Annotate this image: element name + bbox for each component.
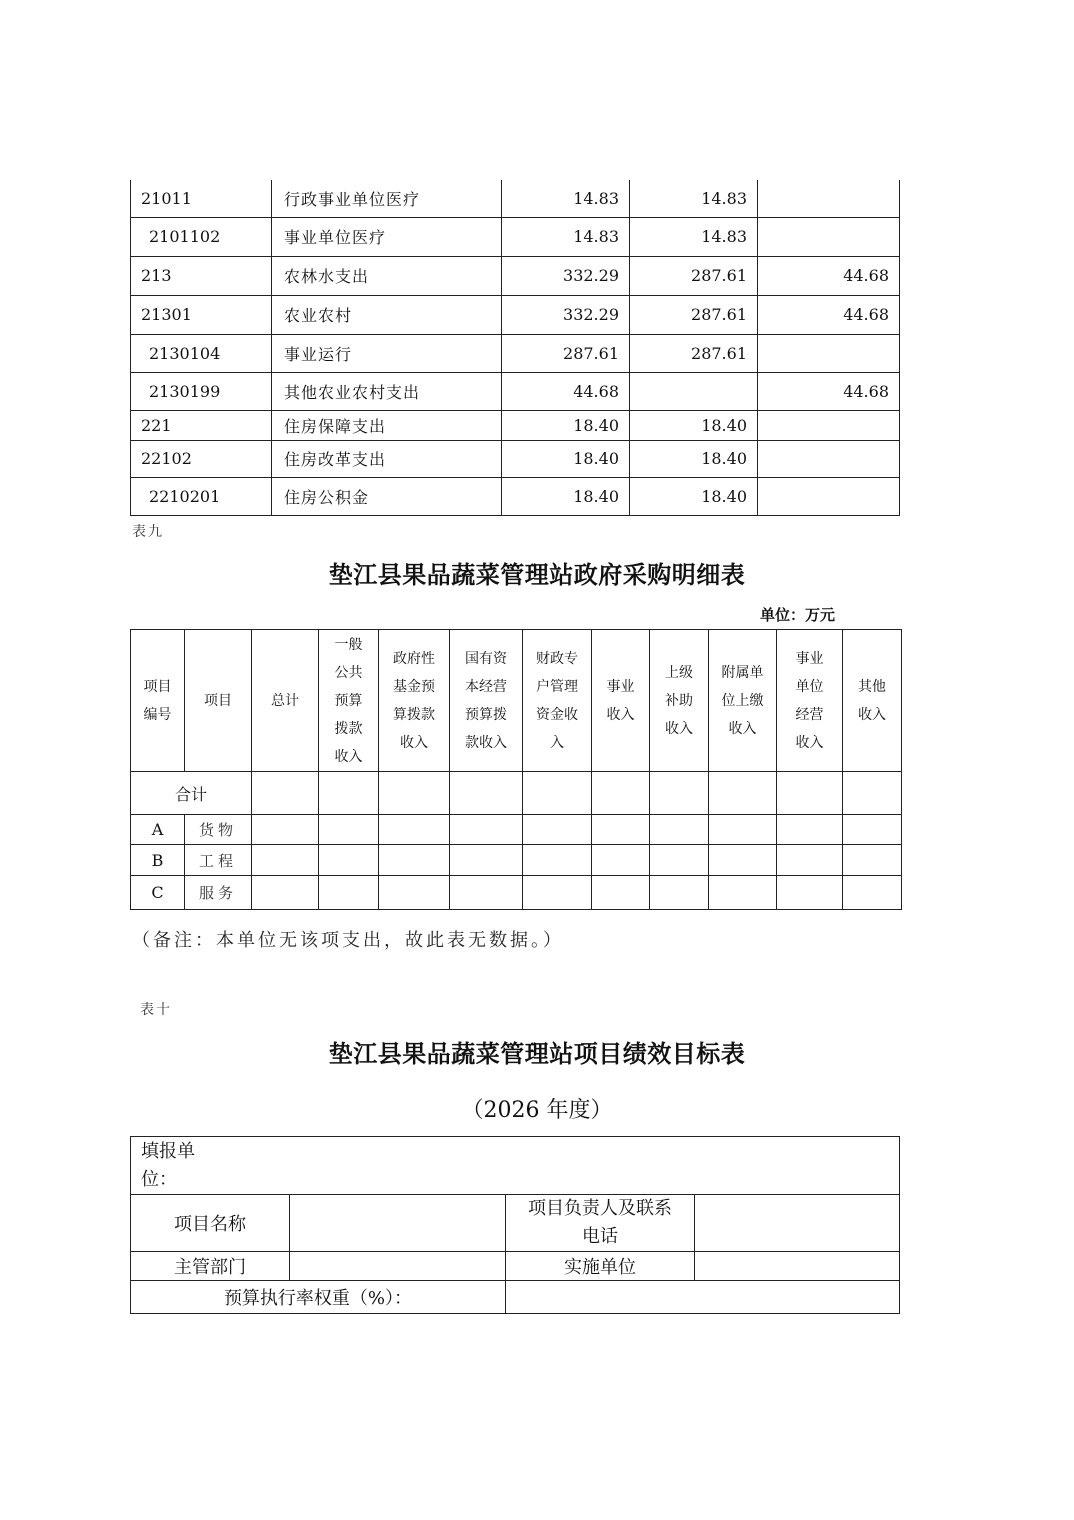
table10-label: 表十 (140, 1002, 172, 1018)
expenditure-table (130, 180, 900, 516)
procurement-empty-cell (592, 845, 650, 876)
procurement-empty-cell (709, 876, 777, 910)
procurement-table (130, 629, 902, 910)
expenditure-code: 2210201 (131, 477, 272, 515)
expenditure-basic: 14.83 (630, 180, 758, 217)
procurement-header-cell: 国有资 本经营 预算拨 款收入 (450, 630, 523, 772)
expenditure-project (758, 180, 900, 217)
expenditure-row (131, 477, 900, 515)
expenditure-basic: 287.61 (630, 334, 758, 372)
expenditure-total: 18.40 (502, 410, 630, 440)
procurement-empty-cell (777, 815, 843, 845)
expenditure-project (758, 410, 900, 440)
procurement-header-cell: 财政专 户管理 资金收 入 (523, 630, 592, 772)
expenditure-total: 332.29 (502, 295, 630, 334)
procurement-empty-cell (650, 876, 709, 910)
expenditure-name: 事业运行 (272, 334, 502, 372)
procurement-row (131, 815, 902, 845)
expenditure-name: 住房保障支出 (272, 410, 502, 440)
expenditure-code: 2101102 (131, 217, 272, 256)
expenditure-name: 农林水支出 (272, 256, 502, 295)
budget-weight-label: 预算执行率权重（%）： (131, 1281, 506, 1314)
expenditure-code: 213 (131, 256, 272, 295)
implementer-label: 实施单位 (506, 1252, 695, 1281)
expenditure-total: 14.83 (502, 180, 630, 217)
expenditure-project (758, 477, 900, 515)
procurement-empty-cell (450, 845, 523, 876)
expenditure-total: 18.40 (502, 440, 630, 477)
expenditure-row (131, 334, 900, 372)
performance-table (130, 1136, 900, 1314)
expenditure-name: 行政事业单位医疗 (272, 180, 502, 217)
table9-note: （备注：本单位无该项支出，故此表无数据。） (132, 930, 564, 951)
expenditure-basic: 18.40 (630, 477, 758, 515)
expenditure-basic: 18.40 (630, 440, 758, 477)
expenditure-total: 14.83 (502, 217, 630, 256)
expenditure-row (131, 256, 900, 295)
expenditure-basic: 287.61 (630, 256, 758, 295)
expenditure-total: 18.40 (502, 477, 630, 515)
expenditure-code: 2130199 (131, 372, 272, 410)
expenditure-row (131, 410, 900, 440)
procurement-header-cell: 总计 (252, 630, 319, 772)
procurement-empty-cell (709, 815, 777, 845)
procurement-empty-cell (319, 845, 379, 876)
procurement-header-cell: 附属单 位上缴 收入 (709, 630, 777, 772)
expenditure-basic: 18.40 (630, 410, 758, 440)
supervisor-value (290, 1252, 506, 1281)
table10-year: （2026 年度） (461, 1098, 613, 1123)
procurement-empty-cell (650, 845, 709, 876)
supervisor-label: 主管部门 (131, 1252, 290, 1281)
project-name-label: 项目名称 (131, 1195, 290, 1252)
procurement-empty-cell (523, 876, 592, 910)
procurement-empty-cell (709, 845, 777, 876)
procurement-empty-cell (523, 845, 592, 876)
procurement-empty-cell (843, 815, 902, 845)
procurement-header-cell: 事业 收入 (592, 630, 650, 772)
expenditure-total: 44.68 (502, 372, 630, 410)
procurement-empty-cell (319, 876, 379, 910)
expenditure-project (758, 217, 900, 256)
expenditure-code: 22102 (131, 440, 272, 477)
project-name-value (290, 1195, 506, 1252)
expenditure-name: 住房改革支出 (272, 440, 502, 477)
implementer-value (695, 1252, 900, 1281)
expenditure-basic (630, 372, 758, 410)
table10-title: 垫江县果品蔬菜管理站项目绩效目标表 (328, 1039, 746, 1068)
expenditure-project (758, 334, 900, 372)
procurement-item: 工程 (185, 845, 252, 876)
procurement-row (131, 876, 902, 910)
procurement-empty-cell (379, 845, 450, 876)
expenditure-name: 住房公积金 (272, 477, 502, 515)
procurement-header-row (131, 630, 902, 772)
expenditure-code: 2130104 (131, 334, 272, 372)
procurement-empty-cell (592, 815, 650, 845)
procurement-row (131, 845, 902, 876)
table9-title: 垫江县果品蔬菜管理站政府采购明细表 (328, 560, 746, 589)
expenditure-code: 21011 (131, 180, 272, 217)
procurement-code: B (131, 845, 185, 876)
expenditure-project: 44.68 (758, 256, 900, 295)
total-label: 合计 (131, 772, 252, 815)
expenditure-row (131, 440, 900, 477)
expenditure-row (131, 372, 900, 410)
procurement-header-cell: 一般 公共 预算 拨款 收入 (319, 630, 379, 772)
procurement-empty-cell (379, 876, 450, 910)
procurement-header-cell: 项目 (185, 630, 252, 772)
procurement-empty-cell (777, 876, 843, 910)
procurement-code: C (131, 876, 185, 910)
expenditure-name: 事业单位医疗 (272, 217, 502, 256)
procurement-item: 货物 (185, 815, 252, 845)
expenditure-name: 其他农业农村支出 (272, 372, 502, 410)
expenditure-row (131, 295, 900, 334)
procurement-empty-cell (843, 845, 902, 876)
procurement-header-cell: 上级 补助 收入 (650, 630, 709, 772)
procurement-header-cell: 事业 单位 经营 收入 (777, 630, 843, 772)
expenditure-row (131, 180, 900, 217)
expenditure-project (758, 440, 900, 477)
table9-unit: 单位：万元 (760, 606, 836, 624)
procurement-empty-cell (777, 845, 843, 876)
budget-weight-value (506, 1281, 900, 1314)
procurement-empty-cell (252, 815, 319, 845)
expenditure-basic: 287.61 (630, 295, 758, 334)
table9-label: 表九 (132, 524, 164, 540)
procurement-header-cell: 项目 编号 (131, 630, 185, 772)
procurement-empty-cell (252, 876, 319, 910)
expenditure-name: 农业农村 (272, 295, 502, 334)
procurement-empty-cell (379, 815, 450, 845)
procurement-header-cell: 其他 收入 (843, 630, 902, 772)
procurement-empty-cell (252, 845, 319, 876)
procurement-empty-cell (450, 815, 523, 845)
procurement-empty-cell (523, 815, 592, 845)
expenditure-row (131, 217, 900, 256)
expenditure-total: 332.29 (502, 256, 630, 295)
procurement-empty-cell (843, 876, 902, 910)
expenditure-project: 44.68 (758, 372, 900, 410)
procurement-item: 服务 (185, 876, 252, 910)
fill-unit-label: 填报单 位： (131, 1137, 900, 1195)
expenditure-project: 44.68 (758, 295, 900, 334)
expenditure-code: 21301 (131, 295, 272, 334)
procurement-code: A (131, 815, 185, 845)
procurement-header-cell: 政府性 基金预 算拨款 收入 (379, 630, 450, 772)
procurement-empty-cell (450, 876, 523, 910)
expenditure-basic: 14.83 (630, 217, 758, 256)
procurement-total-row (131, 772, 902, 815)
expenditure-code: 221 (131, 410, 272, 440)
procurement-empty-cell (319, 815, 379, 845)
procurement-empty-cell (650, 815, 709, 845)
project-leader-label: 项目负责人及联系 电话 (506, 1195, 695, 1252)
expenditure-total: 287.61 (502, 334, 630, 372)
project-leader-value (695, 1195, 900, 1252)
procurement-empty-cell (592, 876, 650, 910)
